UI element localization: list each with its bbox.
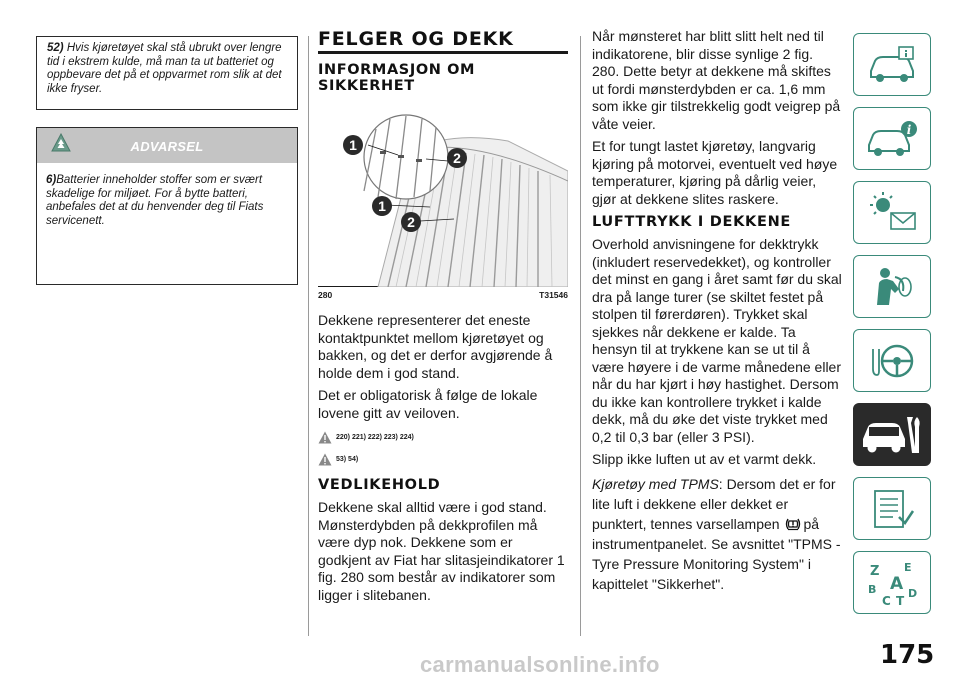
tpms-label: Kjøretøy med TPMS [592, 475, 719, 492]
tab-safety[interactable] [853, 255, 931, 318]
middle-column [318, 28, 568, 604]
paragraph: Det er obligatorisk å følge de lokale lovene gitt av veiloven. [318, 387, 538, 421]
right-column [592, 28, 842, 599]
tab-warning-lights[interactable] [853, 107, 931, 170]
callout-1b: 1 [378, 198, 386, 214]
pressure-heading: LUFTTRYKK I DEKKENE [592, 214, 792, 230]
figure-number: 280 [318, 290, 333, 300]
climate-icon [865, 191, 919, 235]
figure-code: T31546 [539, 290, 568, 300]
title-rule [318, 51, 568, 54]
callout-2a: 2 [453, 150, 461, 166]
maintenance-text: Dekkene skal alltid være i god stand. Mønsterdybden på dekkprofilen må være dyp nok. Dekkene som er godkjent av Fiat har slitasjeindikatorer 1 fig. 280 som består av indikatorer som ligger i slitebanen. [318, 499, 565, 603]
caution-triangle-icon [318, 453, 332, 466]
maintenance-heading: VEDLIKEHOLD [318, 477, 441, 493]
svg-text:A: A [890, 573, 904, 594]
chapter-sidebar [853, 33, 931, 625]
tab-emergency-maintenance[interactable] [853, 403, 931, 466]
warning-triangle-icon [318, 431, 332, 444]
page-title: FELGER OG DEKK [318, 28, 514, 50]
callout-1a: 1 [349, 137, 357, 153]
paragraph: Et for tungt lastet kjøretøy, langvarig kjøring på motorvei, eventuelt ved høye temperaturer, kjøring på dårlig veier, gjør at dekkene slites raskere. [592, 138, 838, 207]
svg-text:T: T [896, 593, 905, 607]
callout-2b: 2 [407, 214, 415, 230]
warning-text: Batterier inneholder stoffer som er svært skadelige for miljøet. For å bytte batteri, anbefales det at du henvender deg til Fiats servicenett. [46, 174, 264, 227]
car-tools-icon [861, 413, 923, 457]
paragraph: Dekkene representerer det eneste kontaktpunktet mellom kjøretøyet og bakken, og det er derfor avgjørende å holde dem i god stand. [318, 312, 553, 381]
warning-refs-row-2 [318, 449, 568, 469]
car-warning-lights-icon [865, 119, 919, 159]
pressure-text: Overhold anvisningene for dekktrykk (inkludert reservedekket), og kontroller det minst en gang i året samt før du skal dra på lange turer (se skiltet festet på stolpen til førerdøren). Trykket skal sjekkes når dekkene er kalde. Ta hensyn til at trykkene kan se ut til å være høyere i de varme månedene eller når du har kjørt i høy hastighet. Dersom du ikke kan kontrollere trykket i kalde dekk, må du øke det viste trykket med 0,2 til 0,3 bar (eller 3 PSI). [592, 236, 842, 445]
steering-wheel-icon [865, 339, 919, 383]
svg-text:D: D [908, 586, 918, 600]
warning-refs-row-1 [318, 427, 568, 447]
safety-icon [865, 265, 919, 309]
tab-car-info[interactable] [853, 33, 931, 96]
warning-header [37, 128, 297, 163]
warning-box [36, 127, 298, 285]
column-separator-2 [580, 36, 581, 636]
note-number: 52) [47, 42, 64, 54]
tab-climate[interactable] [853, 181, 931, 244]
car-info-icon [865, 45, 919, 85]
section-subtitle: INFORMASJON OM SIKKERHET [318, 62, 476, 94]
tire-illustration [318, 111, 568, 287]
column-separator-1 [308, 36, 309, 636]
warning-body [37, 163, 297, 228]
tab-technical-data[interactable] [853, 477, 931, 540]
warning-refs: 220) 221) 222) 223) 224) [336, 433, 414, 441]
tpms-warning-light-icon [785, 517, 801, 531]
pressure-hot-tyre-text: Slipp ikke luften ut av et varmt dekk. [592, 451, 817, 467]
svg-text:B: B [868, 582, 877, 596]
tpms-text: Kjøretøy med TPMS: Dersom det er for lite luft i dekkene eller dekket er punktert, tennes varsellampen på instrumentpanelet. Se avsnittet "TPMS - Tyre Pressure Monitoring System" i kapittelet "Sikkerhet". [592, 475, 841, 592]
svg-text:Z: Z [870, 563, 880, 579]
left-column [36, 36, 298, 227]
caution-refs: 53) 54) [336, 455, 359, 463]
note-text: Hvis kjøretøyet skal stå ubrukt over lengre tid i ekstrem kulde, må man ta ut batteriet og oppbevare det på et oppvarmet rom slik at det ikke fryser. [47, 42, 282, 95]
intro-text [318, 312, 568, 422]
page-number: 175 [880, 640, 935, 670]
svg-text:i: i [906, 122, 912, 137]
paragraph: Når mønsteret har blitt slitt helt ned til indikatorene, blir disse synlige 2 fig. 280. Dette betyr at dekkene må skiftes ut fordi mønsterdybden er ca. 1,6 mm som ikke gir tilstrekkelig godt veigrep på våte veier. [592, 28, 841, 132]
warning-title: ADVARSEL [130, 139, 204, 154]
tire-figure [318, 111, 568, 287]
svg-text:C: C [882, 593, 891, 607]
figure-caption [318, 290, 568, 300]
index-abc-icon [864, 559, 920, 607]
note-box [36, 36, 298, 110]
document-list-icon [865, 487, 919, 531]
watermark: carmanualsonline.info [420, 652, 660, 677]
svg-text:E: E [904, 560, 912, 574]
tab-driving[interactable] [853, 329, 931, 392]
tab-index[interactable] [853, 551, 931, 614]
warning-number: 6) [46, 174, 57, 186]
